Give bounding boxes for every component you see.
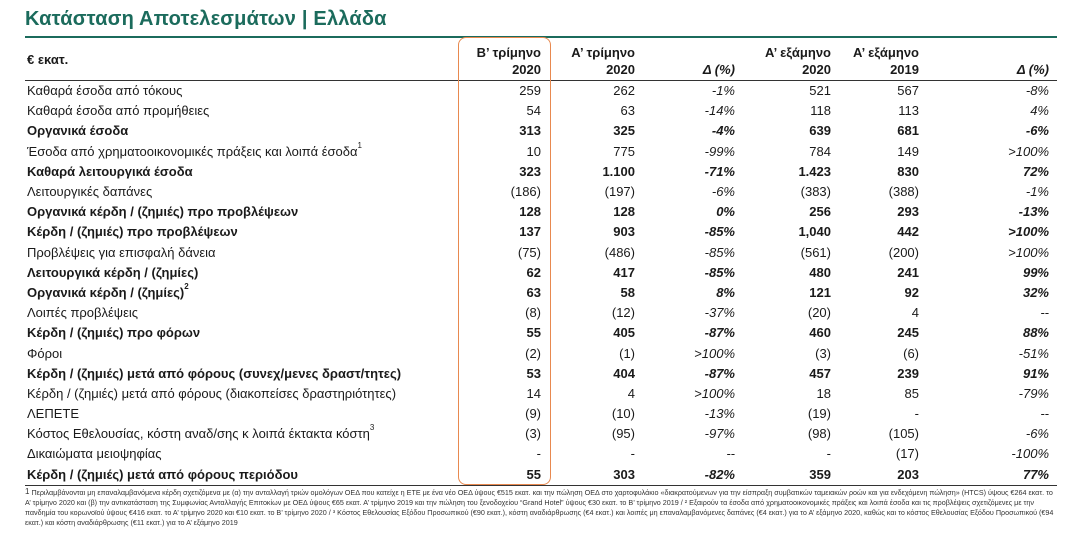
cell-value: - — [630, 446, 635, 462]
cell-value: 149 — [897, 143, 919, 159]
cell-value: 639 — [809, 123, 831, 139]
cell-value: (3) — [815, 345, 831, 361]
cell-value: 63 — [526, 284, 541, 300]
cell-value: (197) — [604, 184, 635, 200]
page-title: Κατάσταση Αποτελεσμάτων | Ελλάδα — [25, 8, 387, 30]
table-row — [25, 343, 1057, 363]
cell-value: -82% — [643, 465, 743, 486]
table-row — [25, 303, 1057, 323]
cell-value: -79% — [1018, 385, 1049, 401]
cell-value: (6) — [903, 345, 919, 361]
cell-value: (9) — [525, 406, 541, 422]
cell-value: - — [914, 406, 919, 422]
cell-value: 121 — [809, 284, 831, 300]
cell-value: (388) — [888, 184, 919, 200]
cell-value: -97% — [704, 426, 735, 442]
cell-value: 55 — [526, 325, 541, 341]
cell-value: >100% — [1008, 143, 1049, 159]
table-row — [25, 444, 1057, 464]
cell-value: 88% — [1022, 325, 1049, 341]
table-row — [25, 142, 1057, 162]
cell-value: 54 — [526, 103, 541, 119]
cell-value: - — [536, 446, 541, 462]
cell-value: 62 — [526, 264, 541, 280]
cell-value: -1% — [1025, 184, 1049, 200]
cell-value: (2) — [525, 345, 541, 361]
cell-value: -4% — [711, 123, 735, 139]
cell-value: -- — [726, 446, 735, 462]
cell-value: -6% — [711, 184, 735, 200]
cell-value: -99% — [704, 143, 735, 159]
cell-value: 460 — [809, 325, 831, 341]
col-header-h1-2019: Α’ εξάμηνο 2019 — [839, 40, 927, 81]
cell-value: (561) — [800, 244, 831, 260]
cell-value: 521 — [809, 83, 831, 99]
title-divider — [25, 36, 1057, 38]
cell-value: 293 — [897, 204, 919, 220]
col-header-q1-2020: Α’ τρίμηνο 2020 — [549, 40, 643, 81]
cell-value: 1,040 — [798, 224, 831, 240]
cell-value: 262 — [613, 83, 635, 99]
cell-value: 63 — [620, 103, 635, 119]
cell-value: >100% — [694, 345, 735, 361]
cell-value: -8% — [1025, 83, 1049, 99]
row-label: Καθαρά έσοδα από προμήθειες — [27, 103, 210, 119]
table-row — [25, 81, 1057, 102]
cell-value: 85 — [904, 385, 919, 401]
cell-value: 259 — [519, 83, 541, 99]
cell-value: >100% — [694, 385, 735, 401]
row-label: Φόροι — [27, 345, 63, 361]
row-label: Δικαιώματα μειοψηφίας — [27, 446, 162, 462]
row-label: Οργανικά έσοδα — [27, 123, 129, 139]
table-row — [25, 364, 1057, 384]
cell-value: 137 — [519, 224, 541, 240]
cell-value: 1.423 — [798, 163, 831, 179]
row-label: Λοιπές προβλέψεις — [27, 305, 139, 321]
cell-value: -85% — [704, 264, 735, 280]
cell-value: -13% — [704, 406, 735, 422]
cell-value: (486) — [604, 244, 635, 260]
cell-value: >100% — [1008, 244, 1049, 260]
cell-value: -- — [1040, 305, 1049, 321]
cell-value: -71% — [704, 163, 735, 179]
cell-value: 113 — [898, 103, 919, 119]
cell-value: (17) — [895, 446, 919, 462]
cell-value: -6% — [1025, 426, 1049, 442]
table-row — [25, 162, 1057, 182]
row-label: ΛΕΠΕΤΕ — [27, 406, 80, 422]
table-row — [25, 384, 1057, 404]
cell-value: (105) — [888, 426, 919, 442]
col-header-delta-half: Δ (%) — [927, 40, 1057, 81]
unit-label: € εκατ. — [25, 40, 445, 81]
cell-value: 77% — [927, 465, 1057, 486]
cell-value: (10) — [611, 406, 635, 422]
cell-value: (186) — [510, 184, 541, 200]
cell-value: -51% — [1018, 345, 1049, 361]
cell-value: -85% — [704, 224, 735, 240]
cell-value: 128 — [519, 204, 541, 220]
cell-value: 4% — [1030, 103, 1049, 119]
row-label: Κέρδη / (ζημιές) μετά από φόρους περιόδου — [25, 465, 445, 486]
cell-value: (383) — [800, 184, 831, 200]
cell-value: 442 — [897, 224, 919, 240]
table-row — [25, 243, 1057, 263]
cell-value: 55 — [445, 465, 549, 486]
footnote: $^1$ Περιλαμβάνονται μη επαναλαμβανόμενα κέρδη σχετιζόμενα με (α) την ανταλλαγή τριών ομολόγων ΟΕΔ που κατείχε η ΕΤΕ με ένα νέο ΟΕΔ ύψους €515 εκατ. και την πώληση ΟΕΔ στο χαρτοφυλάκιο «διακρατούμενων για την είσπραξη συμβατικών ταμειακών ροών και για ενδεχόμενη πώληση» (HTCS) ύψους €264 εκατ. το Α’ τρίμηνο 2020 και (β) την αντικατάσταση της Συμφωνίας Ανταλλαγής Επιτοκίων με ΟΕΔ ύψους €65 εκατ. Α’ τρίμηνο 2019 και την πώληση του ξενοδοχείου “Grand Hotel” ύψους €30 εκατ. το Β’ τρίμηνο 2019 / ² Εξαιρούν τα έσοδα από χρηματοοικονομικές πράξεις και λοιπά έσοδα και τις προβλέψεις σχετιζόμενες με την πανδημία του κορωνοϊού ύψους €416 εκατ. το Α’ τρίμηνο 2020 και €10 εκατ. το Β’ τρίμηνο 2020 / ³ Κόστος Εθελουσίας Εξόδου Προσωπικού (€90 εκατ.), κόστη αναδιάρθρωσης (€4 εκατ.) και λοιπές μη επαναλαμβανόμενες δαπάνες (€4 εκατ.) για το Α’ εξάμηνο 2020, καθώς και το κόστος Εθελουσίας Εξόδου Προσωπικού (€94 εκατ.) και κόστη αναδιάρθρωσης (€11 εκατ.) για το Α’ εξάμηνο 2019 — [25, 487, 1054, 527]
cell-value: 903 — [613, 224, 635, 240]
table-row — [25, 222, 1057, 242]
row-label: Προβλέψεις για επισφαλή δάνεια — [27, 244, 216, 260]
cell-value: 405 — [613, 325, 635, 341]
cell-value: 1.100 — [602, 163, 635, 179]
cell-value: -87% — [704, 325, 735, 341]
cell-value: (200) — [888, 244, 919, 260]
income-statement-table — [25, 40, 1057, 486]
cell-value: 14 — [526, 385, 541, 401]
cell-value: 256 — [809, 204, 831, 220]
table-row — [25, 101, 1057, 121]
cell-value: 457 — [809, 365, 831, 381]
cell-value: -1% — [711, 83, 735, 99]
cell-value: 4 — [911, 305, 919, 321]
cell-value: 830 — [897, 163, 919, 179]
cell-value: 303 — [549, 465, 643, 486]
cell-value: 784 — [809, 143, 831, 159]
cell-value: - — [826, 446, 831, 462]
cell-value: 53 — [526, 365, 541, 381]
table-row — [25, 202, 1057, 222]
cell-value: 480 — [809, 264, 831, 280]
cell-value: 118 — [810, 103, 831, 119]
cell-value: 91% — [1022, 365, 1049, 381]
row-label: Οργανικά κέρδη / $(\zeta\eta\mu ί\varepsilon\varsigma)^2$ — [27, 282, 189, 300]
cell-value: (1) — [619, 345, 635, 361]
cell-value: 32% — [1022, 284, 1049, 300]
cell-value: -- — [1040, 406, 1049, 422]
table-row — [25, 323, 1057, 343]
col-header-q2-2020: Β’ τρίμηνο 2020 — [445, 40, 549, 81]
cell-value: 58 — [620, 284, 635, 300]
row-label: Καθαρά λειτουργικά έσοδα — [27, 163, 193, 179]
table-row — [25, 182, 1057, 202]
row-label: Λειτουργικά κέρδη / (ζημίες) — [27, 264, 199, 280]
cell-value: -100% — [1011, 446, 1049, 462]
cell-value: -13% — [1018, 204, 1049, 220]
row-label: Κέρδη / (ζημιές) μετά από φόρους (συνεχ/μενες δραστ/τητες) — [27, 365, 402, 381]
cell-value: 128 — [613, 204, 635, 220]
cell-value: 359 — [743, 465, 839, 486]
row-label: Κόστος Εθελουσίας, κόστη αναδ/σης κ λοιπά έκτακτα κόστη$^3$ — [27, 424, 375, 442]
table-row — [25, 465, 1057, 486]
cell-value: 4 — [627, 385, 635, 401]
table-row — [25, 121, 1057, 141]
cell-value: (19) — [807, 406, 831, 422]
row-label: Κέρδη / (ζημιές) προ προβλέψεων — [27, 224, 238, 240]
table-header-row — [25, 40, 1057, 81]
cell-value: -37% — [704, 305, 735, 321]
col-header-delta-quarter: Δ (%) — [643, 40, 743, 81]
cell-value: >100% — [1008, 224, 1049, 240]
cell-value: 241 — [897, 264, 919, 280]
row-label: Έσοδα από χρηματοοικονομικές πράξεις και λοιπά έσοδα$^1$ — [27, 141, 362, 159]
cell-value: 323 — [519, 163, 541, 179]
row-label: Οργανικά κέρδη / (ζημιές) προ προβλέψεων — [27, 204, 299, 220]
cell-value: 72% — [1022, 163, 1049, 179]
row-label: Καθαρά έσοδα από τόκους — [27, 83, 183, 99]
row-label: Κέρδη / (ζημιές) μετά από φόρους (διακοπείσες δραστηριότητες) — [27, 385, 397, 401]
table-row — [25, 404, 1057, 424]
cell-value: (95) — [611, 426, 635, 442]
cell-value: 239 — [897, 365, 919, 381]
cell-value: 245 — [897, 325, 919, 341]
cell-value: 681 — [897, 123, 919, 139]
cell-value: 18 — [816, 385, 831, 401]
cell-value: 99% — [1022, 264, 1049, 280]
cell-value: 775 — [613, 143, 635, 159]
cell-value: -85% — [704, 244, 735, 260]
cell-value: 404 — [613, 365, 635, 381]
cell-value: (20) — [807, 305, 831, 321]
cell-value: 92 — [904, 284, 919, 300]
cell-value: -6% — [1025, 123, 1049, 139]
cell-value: 417 — [613, 264, 635, 280]
col-header-h1-2020: Α’ εξάμηνο 2020 — [743, 40, 839, 81]
cell-value: (3) — [525, 426, 541, 442]
cell-value: -14% — [704, 103, 735, 119]
table-row — [25, 283, 1057, 303]
table-row — [25, 424, 1057, 444]
cell-value: 203 — [839, 465, 927, 486]
row-label: Κέρδη / (ζημιές) προ φόρων — [27, 325, 201, 341]
cell-value: -87% — [704, 365, 735, 381]
cell-value: 8% — [716, 284, 735, 300]
cell-value: 325 — [613, 123, 635, 139]
cell-value: 567 — [897, 83, 919, 99]
cell-value: (12) — [611, 305, 635, 321]
cell-value: (98) — [807, 426, 831, 442]
cell-value: 10 — [526, 143, 541, 159]
cell-value: 313 — [519, 123, 541, 139]
cell-value: (75) — [517, 244, 541, 260]
cell-value: 0% — [716, 204, 735, 220]
row-label: Λειτουργικές δαπάνες — [27, 184, 153, 200]
table-row — [25, 263, 1057, 283]
cell-value: (8) — [525, 305, 541, 321]
